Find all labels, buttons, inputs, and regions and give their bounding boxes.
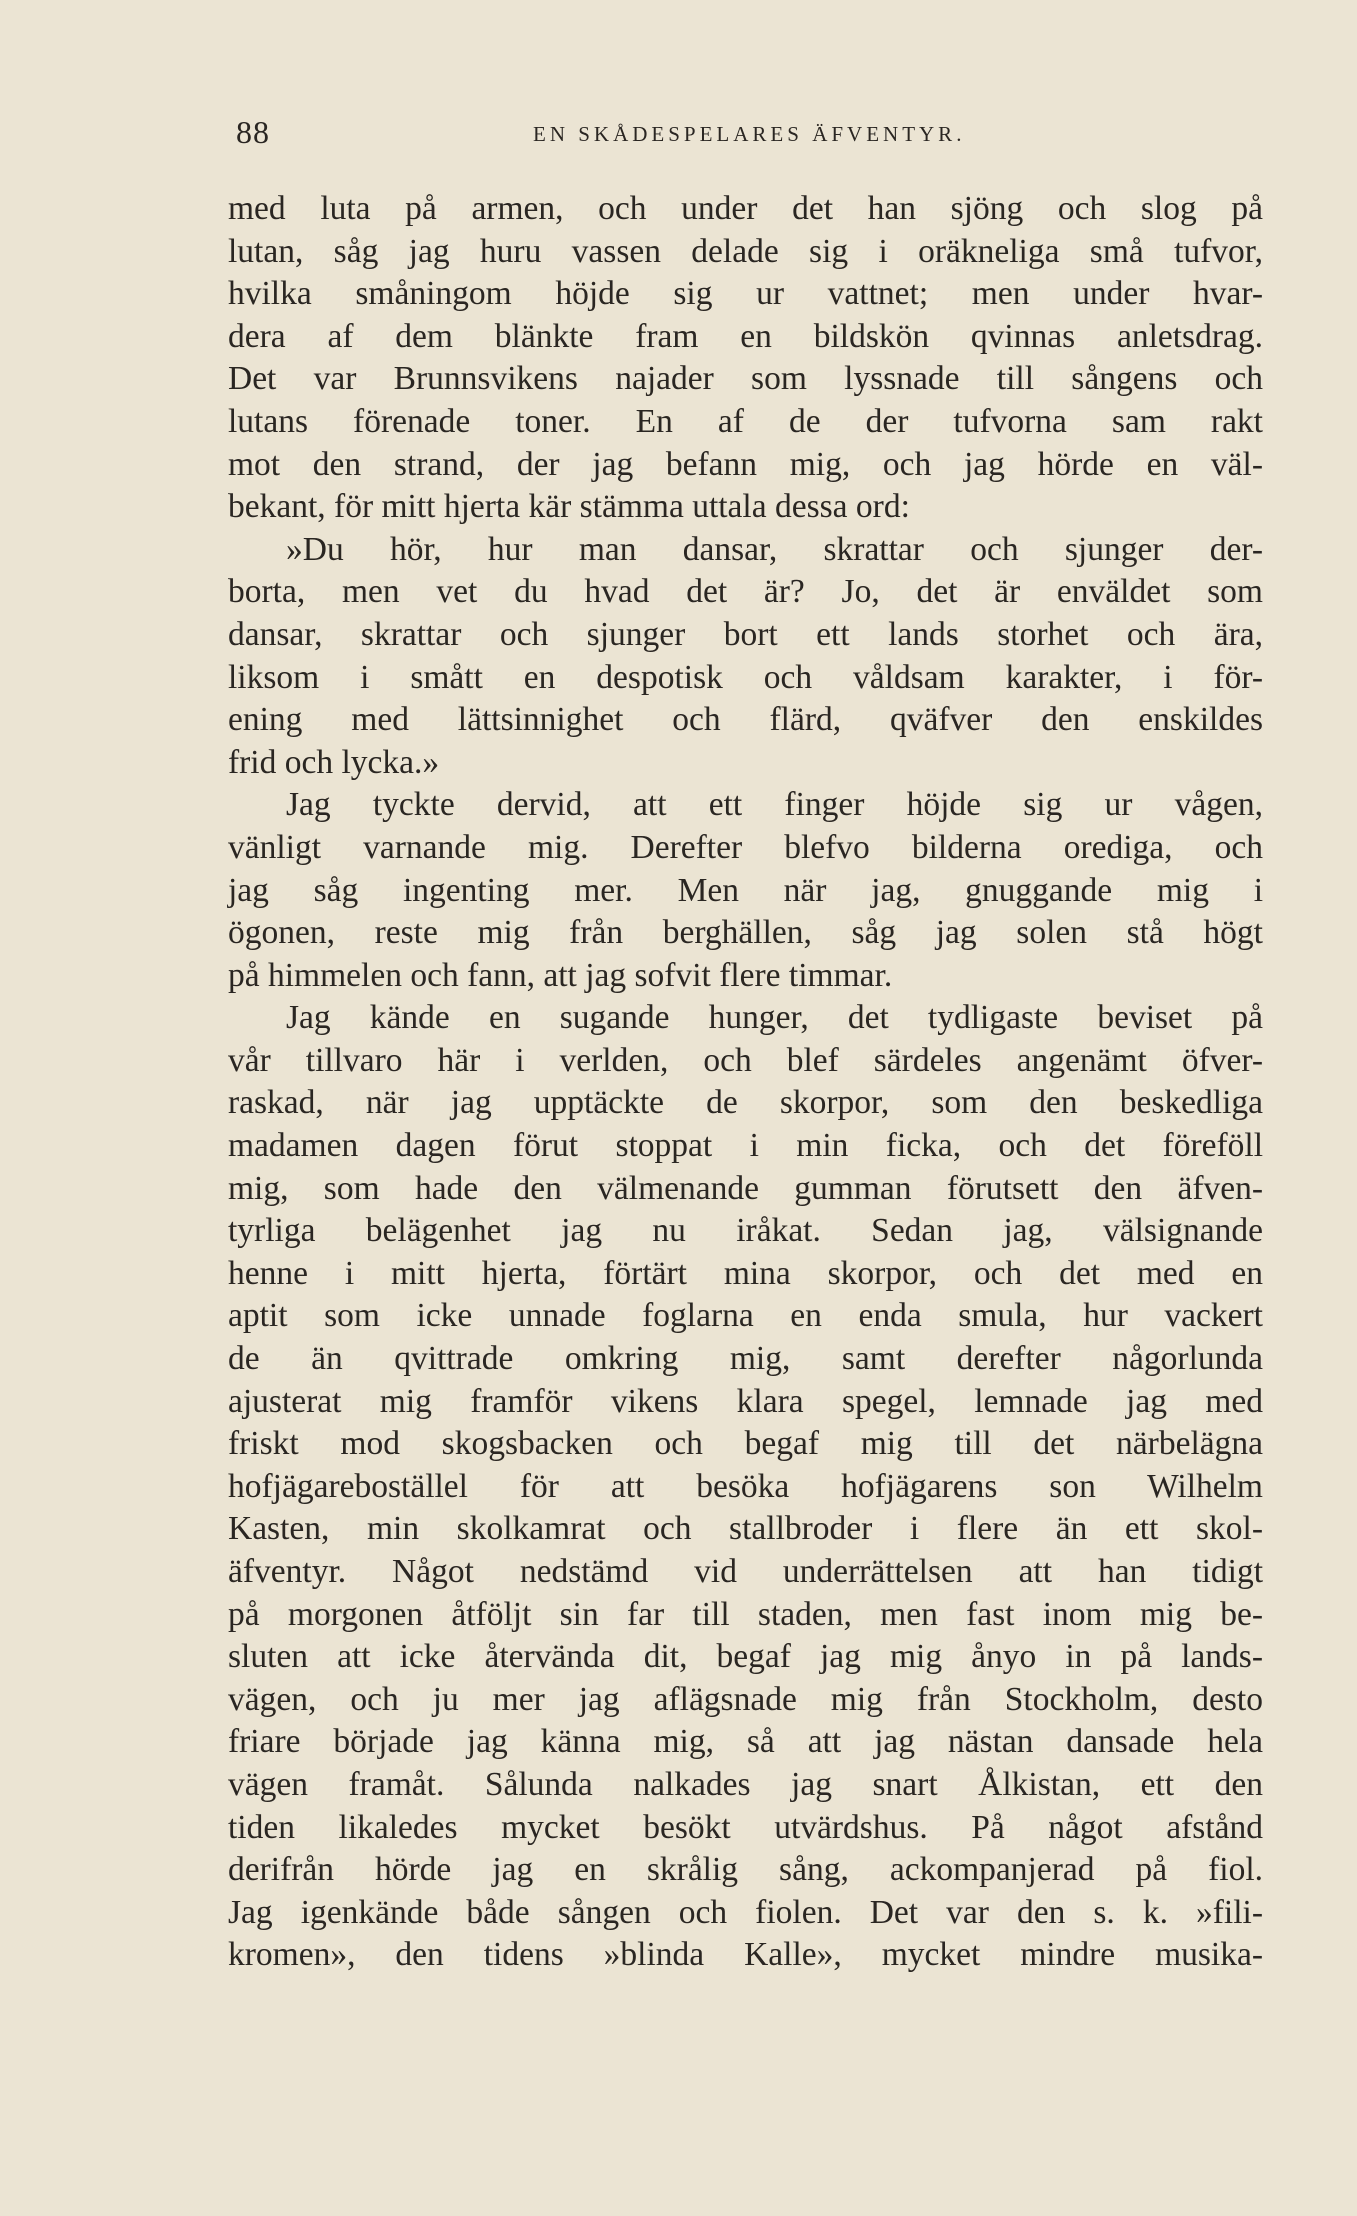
text-line: ening med lättsinnighet och flärd, qväfver den enskildes	[228, 701, 1263, 739]
text-line: ögonen, reste mig från berghällen, såg jag solen stå högt	[228, 914, 1263, 952]
text-line: sluten att icke återvända dit, begaf jag mig ånyo in på lands-	[228, 1638, 1263, 1676]
text-line: Jag tyckte dervid, att ett finger höjde sig ur vågen,	[286, 786, 1263, 824]
text-line: äfventyr. Något nedstämd vid underrättelsen att han tidigt	[228, 1553, 1263, 1590]
body-text	[228, 188, 1263, 1977]
text-line: kromen», den tidens »blinda Kalle», mycket mindre musika-	[228, 1936, 1263, 1974]
text-line: jag såg ingenting mer. Men när jag, gnuggande mig i	[228, 871, 1263, 909]
running-title: EN SKÅDESPELARES ÄFVENTYR.	[533, 122, 966, 146]
text-line: på morgonen åtföljt sin far till staden, men fast inom mig be-	[228, 1595, 1263, 1633]
text-line: de än qvittrade omkring mig, samt derefter någorlunda	[228, 1340, 1263, 1378]
text-line: mot den strand, der jag befann mig, och jag hörde en väl-	[228, 445, 1263, 483]
text-line: dera af dem blänkte fram en bildskön qvinnas anletsdrag.	[228, 317, 1263, 355]
text-line: Jag kände en sugande hunger, det tydligaste beviset på	[286, 999, 1263, 1037]
text-line: mig, som hade den välmenande gumman förutsett den äfven-	[228, 1169, 1263, 1207]
text-line: derifrån hörde jag en skrålig sång, ackompanjerad på fiol.	[228, 1851, 1263, 1889]
text-line: vägen framåt. Sålunda nalkades jag snart Ålkistan, ett den	[228, 1765, 1263, 1803]
text-line: bekant, för mitt hjerta kär stämma uttala dessa ord:	[228, 488, 910, 526]
text-line: tyrliga belägenhet jag nu iråkat. Sedan jag, välsignande	[228, 1212, 1263, 1250]
text-line: vår tillvaro här i verlden, och blef särdeles angenämt öfver-	[228, 1041, 1263, 1079]
text-line: på himmelen och fann, att jag sofvit flere timmar.	[228, 956, 893, 994]
running-head	[228, 114, 1263, 154]
text-line: hofjägareboställel för att besöka hofjägarens son Wilhelm	[228, 1467, 1263, 1505]
text-line: »Du hör, hur man dansar, skrattar och sjunger der-	[286, 530, 1263, 568]
text-line: hvilka småningom höjde sig ur vattnet; men under hvar-	[228, 275, 1263, 313]
text-line: ajusterat mig framför vikens klara spegel, lemnade jag med	[228, 1382, 1263, 1420]
text-line: borta, men vet du hvad det är? Jo, det är enväldet som	[228, 573, 1263, 611]
text-line: henne i mitt hjerta, förtärt mina skorpor, och det med en	[228, 1254, 1263, 1292]
text-line: Jag igenkände både sången och fiolen. Det var den s. k. »fili-	[228, 1893, 1263, 1931]
page-number: 88	[236, 114, 270, 150]
text-line: Det var Brunnsvikens najader som lyssnade till sångens och	[228, 360, 1263, 398]
text-line: lutans förenade toner. En af de der tufvorna sam rakt	[228, 402, 1263, 440]
text-line: raskad, när jag upptäckte de skorpor, som den beskedliga	[228, 1084, 1263, 1122]
text-line: aptit som icke unnade foglarna en enda smula, hur vackert	[228, 1297, 1263, 1335]
text-line: friare började jag känna mig, så att jag nästan dansade hela	[228, 1723, 1263, 1761]
text-line: liksom i smått en despotisk och våldsam karakter, i för-	[228, 658, 1263, 696]
text-line: frid och lycka.»	[228, 743, 440, 781]
text-line: med luta på armen, och under det han sjöng och slog på	[228, 190, 1263, 227]
text-line: vägen, och ju mer jag aflägsnade mig från Stockholm, desto	[228, 1680, 1263, 1718]
text-line: lutan, såg jag huru vassen delade sig i oräkneliga små tufvor,	[228, 232, 1263, 270]
text-line: Kasten, min skolkamrat och stallbroder i flere än ett skol-	[228, 1510, 1263, 1548]
text-line: tiden likaledes mycket besökt utvärdshus. På något afstånd	[228, 1808, 1263, 1846]
text-line: friskt mod skogsbacken och begaf mig till det närbelägna	[228, 1425, 1263, 1463]
text-line: dansar, skrattar och sjunger bort ett lands storhet och ära,	[228, 615, 1263, 653]
text-line: vänligt varnande mig. Derefter blefvo bilderna orediga, och	[228, 828, 1263, 866]
text-line: madamen dagen förut stoppat i min ficka, och det föreföll	[228, 1127, 1263, 1165]
